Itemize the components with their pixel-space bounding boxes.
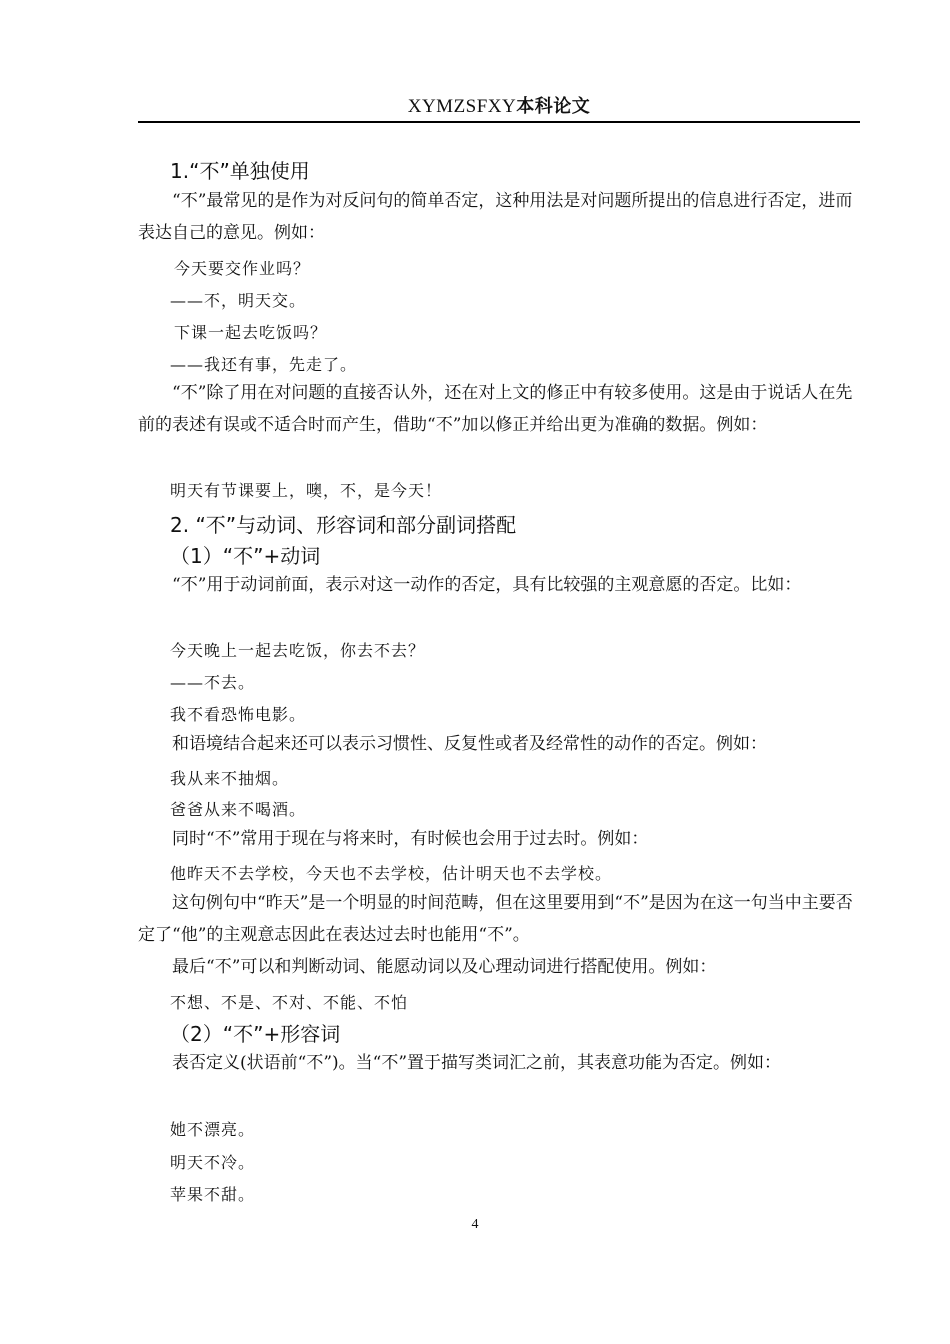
heading-2-1: （1）“不”+动词	[170, 544, 321, 568]
paragraph-3: “不”用于动词前面，表示对这一动作的否定，具有比较强的主观意愿的否定。比如：	[172, 575, 802, 595]
example-1: 今天要交作业吗？	[174, 259, 311, 278]
paragraph-5: 同时“不”常用于现在与将来时，有时候也会用于过去时。例如：	[172, 829, 649, 849]
paragraph-6: 这句例句中“昨天”是一个明显的时间范畴，但在这里要用到“不”是因为在这一句当中主要否定了“他”的主观意志因此在表达过去时也能用“不”。	[138, 893, 853, 945]
header-title: 本科论文	[516, 96, 591, 117]
page-header	[138, 92, 860, 120]
heading-2: 2. “不”与动词、形容词和部分副词搭配	[170, 513, 517, 537]
example-6: 今天晚上一起去吃饭，你去不去？	[170, 641, 426, 660]
example-15: 苹果不甜。	[170, 1185, 256, 1204]
paragraph-4: 和语境结合起来还可以表示习惯性、反复性或者及经常性的动作的否定。例如：	[172, 734, 767, 754]
example-11: 他昨天不去学校，今天也不去学校，估计明天也不去学校。	[170, 864, 613, 883]
page-number: 4	[471, 1217, 479, 1232]
paragraph-1: “不”最常见的是作为对反问句的简单否定，这种用法是对问题所提出的信息进行否定，进而表达自己的意见。例如：	[138, 191, 853, 243]
example-12: 不想、不是、不对、不能、不怕	[170, 993, 409, 1012]
paragraph-8: 表否定义(状语前“不”)。当“不”置于描写类词汇之前，其表意功能为否定。例如：	[172, 1053, 782, 1073]
example-4: ——我还有事，先走了。	[170, 355, 358, 374]
heading-1: 1.“不”单独使用	[170, 159, 310, 183]
header-rule	[138, 121, 860, 123]
example-10: 爸爸从来不喝酒。	[170, 800, 307, 819]
paragraph-7: 最后“不”可以和判断动词、能愿动词以及心理动词进行搭配使用。例如：	[172, 957, 717, 977]
header-code: XYMZSFXY	[407, 96, 517, 117]
paragraph-2: “不”除了用在对问题的直接否认外，还在对上文的修正中有较多使用。这是由于说话人在先前的表述有误或不适合时而产生，借助“不”加以修正并给出更为准确的数据。例如：	[138, 383, 853, 435]
heading-2-2: （2）“不”+形容词	[170, 1022, 341, 1046]
example-13: 她不漂亮。	[170, 1120, 256, 1139]
example-8: 我不看恐怖电影。	[170, 705, 307, 724]
example-2: ——不，明天交。	[170, 291, 307, 310]
example-3: 下课一起去吃饭吗？	[174, 323, 328, 342]
example-5: 明天有节课要上，噢，不，是今天！	[170, 481, 443, 500]
example-14: 明天不冷。	[170, 1153, 256, 1172]
example-9: 我从来不抽烟。	[170, 769, 290, 788]
example-7: ——不去。	[170, 673, 256, 692]
